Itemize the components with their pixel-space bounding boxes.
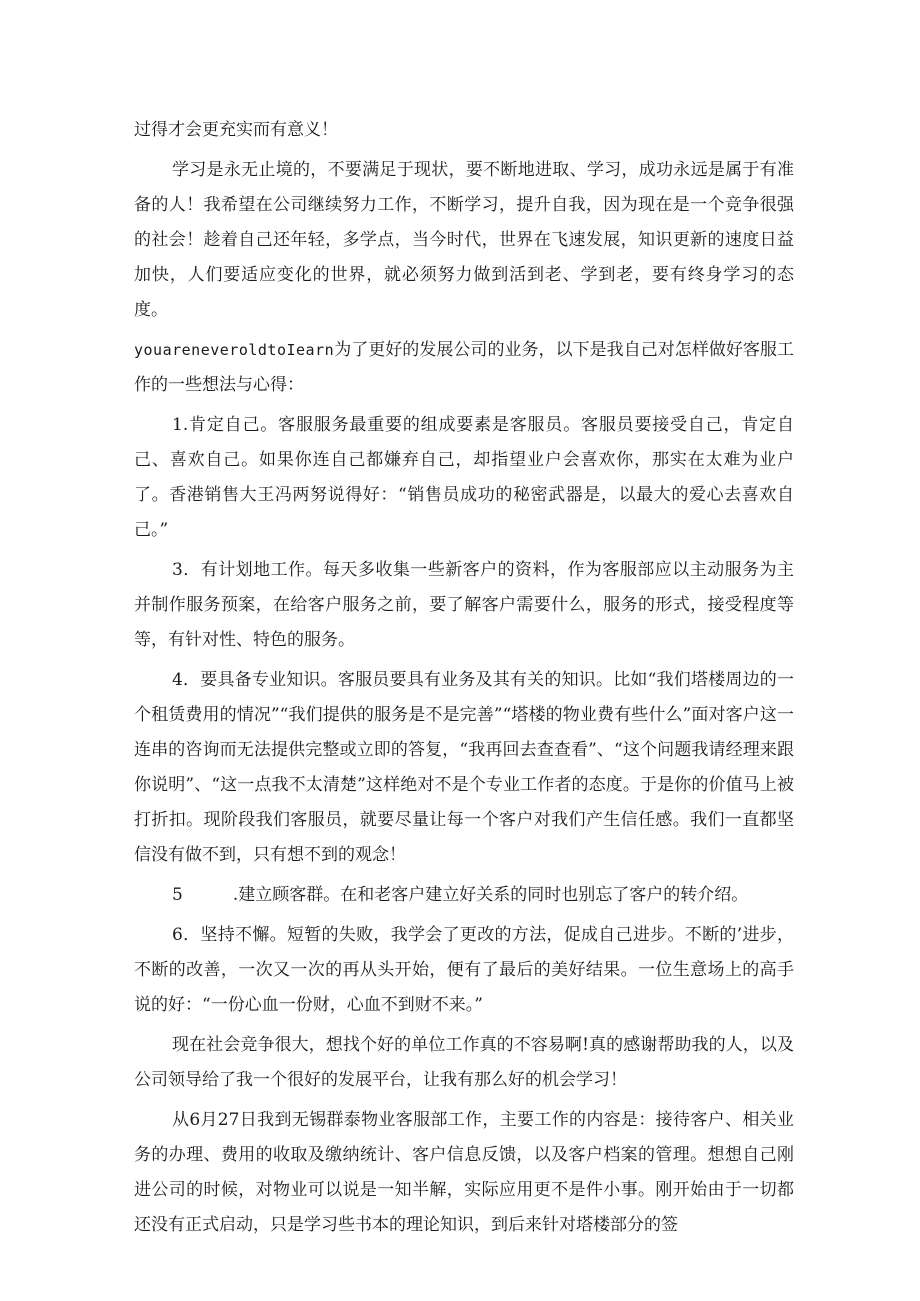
paragraph: 过得才会更充实而有意义！ (134, 120, 338, 140)
list-item (134, 878, 794, 913)
paragraph (134, 333, 794, 403)
english-phrase: youareneveroldtoIearn (134, 341, 335, 359)
paragraph: 从6月27日我到无锡群泰物业客服部工作，主要工作的内容是：接待客户、相关业务的办理、费用的收取及缴纳统计、客户信息反馈，以及客户档案的管理。想想自己刚进公司的时候，对物业可以说是一知半解，实际应用更不是件小事。刚开始由于一切都还没有正式启动，只是学习些书本的理论知识，到后来针对塔楼部分的签 (134, 1110, 794, 1235)
document-body (134, 113, 794, 1243)
paragraph: 学习是永无止境的，不要满足于现状，要不断地进取、学习，成功永远是属于有准备的人！我希望在公司继续努力工作，不断学习，提升自我，因为现在是一个竞争很强的社会！趁着自己还年轻，多学点，当今时代，世界在飞速发展，知识更新的速度日益加快，人们要适应变化的世界，就必须努力做到活到老、学到老，要有终身学习的态度。 (134, 160, 794, 320)
list-item: 1.肯定自己。客服服务最重要的组成要素是客服员。客服员要接受自己，肯定自己、喜欢自己。如果你连自己都嫌弃自己，却指望业户会喜欢你，那实在太难为业户了。香港销售大王冯两努说得好：“销售员成功的秘密武器是，以最大的爱心去喜欢自己。” (134, 415, 794, 540)
list-item: 6．坚持不懈。短暂的失败，我学会了更改的方法，促成自己进步。不断的’进步，不断的改善，一次又一次的再从头开始，便有了最后的美好结果。一位生意场上的高手说的好：“一份心血一份财，心血不到财不来。” (134, 925, 794, 1015)
list-item: 3．有计划地工作。每天多收集一些新客户的资料，作为客服部应以主动服务为主并制作服务预案，在给客户服务之前，要了解客户需要什么，服务的形式，接受程度等等，有针对性、特色的服务。 (134, 560, 794, 650)
paragraph: 现在社会竞争很大，想找个好的单位工作真的不容易啊!真的感谢帮助我的人，以及公司领导给了我一个很好的发展平台，让我有那么好的机会学习！ (134, 1035, 794, 1090)
list-number: 5 (172, 885, 183, 905)
list-item-text: .建立顾客群。在和老客户建立好关系的同时也别忘了客户的转介绍。 (232, 885, 749, 905)
paragraph-text: 为了更好的发展公司的业务，以下是我自己对怎样做好客服工作的一些想法与心得： (134, 340, 794, 395)
list-item: 4．要具备专业知识。客服员要具有业务及其有关的知识。比如“我们塔楼周边的一个租赁费用的情况”“我们提供的服务是不是完善”“塔楼的物业费有些什么”面对客户这一连串的咨询而无法提供完整或立即的答复，“我再回去查查看”、“这个问题我请经理来跟你说明”、“这一点我不太清楚”这样绝对不是个专业工作者的态度。于是你的价值马上被打折扣。现阶段我们客服员，就要尽量让每一个客户对我们产生信任感。我们一直都坚信没有做不到，只有想不到的观念！ (134, 670, 794, 865)
